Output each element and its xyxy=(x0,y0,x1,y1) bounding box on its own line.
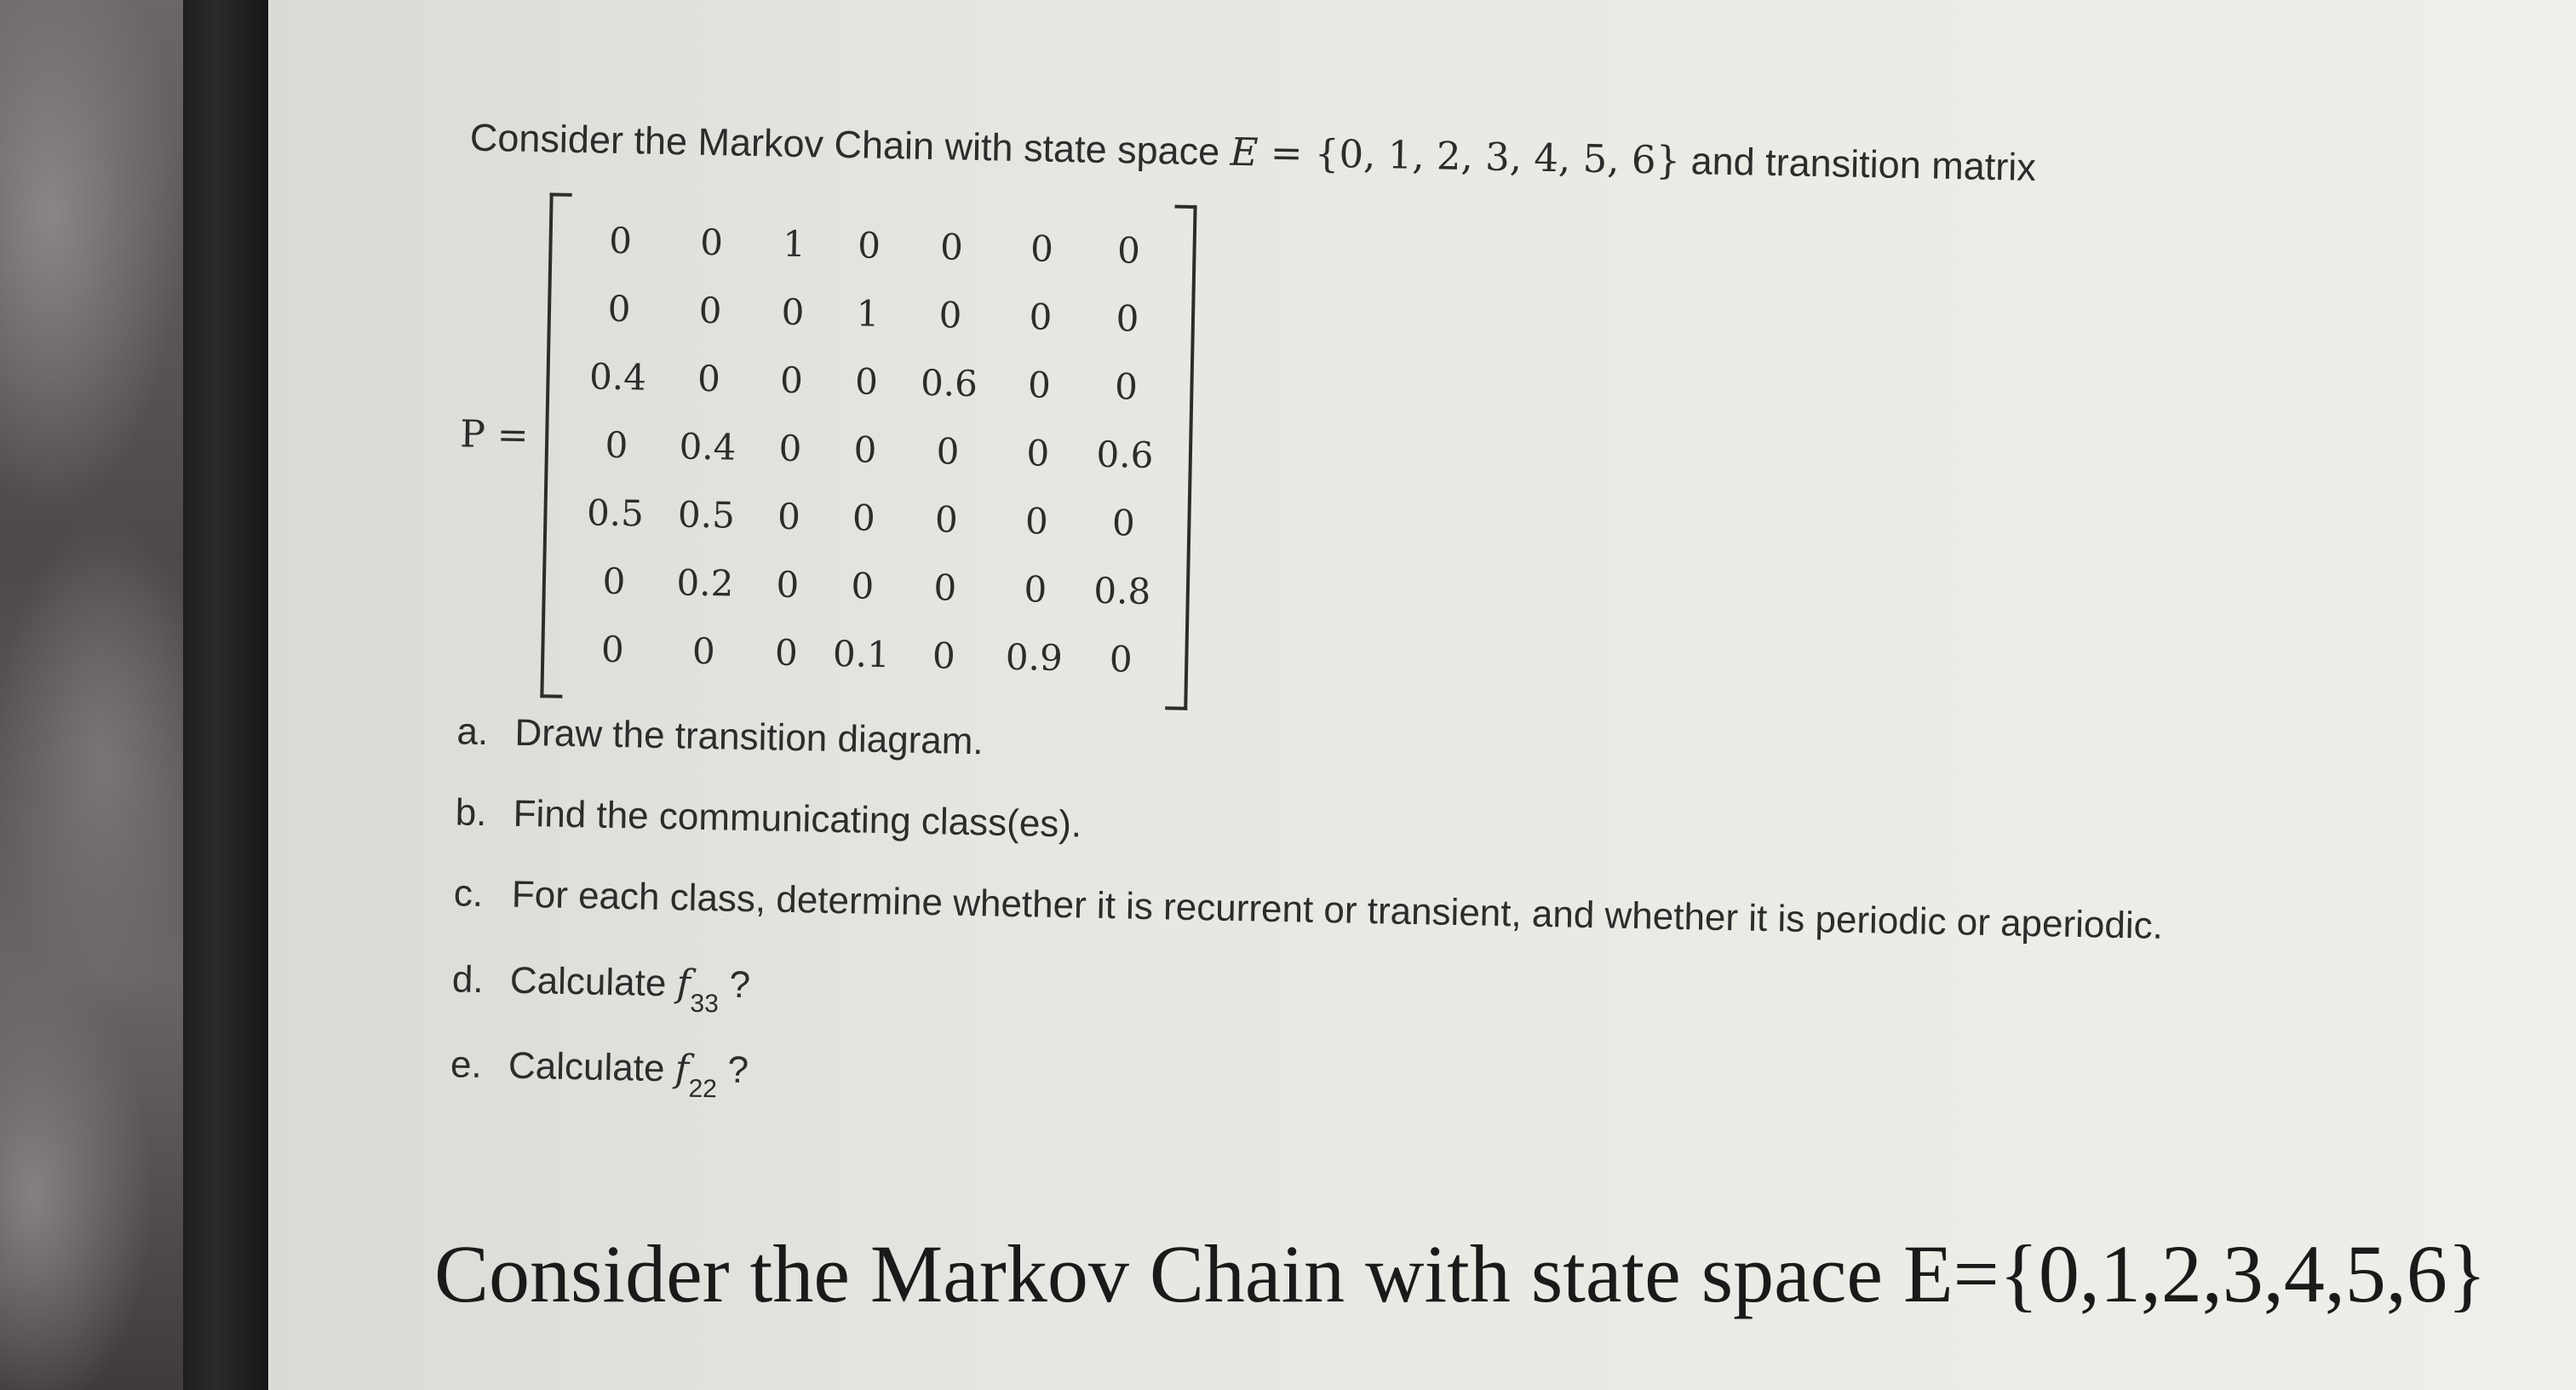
question-item xyxy=(456,710,984,763)
matrix-cell: 0 xyxy=(938,293,962,336)
matrix-cell: 0 xyxy=(1116,296,1139,340)
matrix-label: P = xyxy=(459,412,530,457)
monitor-screen xyxy=(268,0,2576,1390)
matrix-cell: 0 xyxy=(853,428,877,471)
matrix-cell: 0 xyxy=(607,287,631,330)
intro-text-before: Consider the Markov Chain with state space xyxy=(469,115,1231,174)
matrix-cell: 0 xyxy=(697,357,721,399)
question-subscript: 33 xyxy=(690,989,720,1019)
matrix-cell: 0 xyxy=(1027,363,1052,406)
question-text: Draw the transition diagram. xyxy=(514,711,984,763)
question-suffix: ? xyxy=(718,963,751,1007)
matrix-grid xyxy=(566,205,1172,693)
state-space-set: {0, 1, 2, 3, 4, 5, 6} xyxy=(1314,130,1681,183)
question-item xyxy=(450,1042,749,1104)
matrix-cell: 0 xyxy=(852,496,876,539)
matrix-cell: 0.6 xyxy=(1096,433,1154,476)
matrix-cell: 0 xyxy=(936,429,960,473)
matrix-cell: 0 xyxy=(851,564,875,607)
matrix-cell: 0 xyxy=(933,566,957,609)
matrix-cell: 0 xyxy=(1024,567,1047,611)
question-suffix: ? xyxy=(716,1048,749,1092)
matrix-cell: 0 xyxy=(932,634,956,677)
problem-content xyxy=(268,0,2576,1390)
matrix-cell: 0.1 xyxy=(832,632,891,675)
footer-heading: Consider the Markov Chain with state space E={0,1,2,3,4,5,6} xyxy=(434,1228,2487,1319)
matrix-cell: 0.5 xyxy=(586,491,645,535)
intro-text-after: and transition matrix xyxy=(1679,138,2037,189)
matrix-cell: 0.4 xyxy=(679,424,737,468)
equals-sign: = xyxy=(1258,129,1316,176)
state-space-expression xyxy=(1230,129,1680,183)
matrix-cell: 0 xyxy=(608,219,633,261)
question-text: Find the communicating class(es). xyxy=(513,792,1082,846)
matrix-cell: 0.2 xyxy=(676,560,734,605)
matrix-cell: 0 xyxy=(602,560,626,602)
matrix-cell: 0 xyxy=(774,631,799,674)
question-subscript: 22 xyxy=(688,1074,718,1104)
matrix-cell: 0 xyxy=(1116,228,1141,272)
question-letter: c. xyxy=(453,872,484,916)
question-item xyxy=(453,872,2163,948)
question-text: Calculate xyxy=(508,1044,676,1090)
transition-matrix xyxy=(540,192,1196,703)
question-text: For each class, determine whether it is recurrent or transient, and whether it is periodic or aperiodic. xyxy=(511,873,2164,947)
matrix-cell: 0 xyxy=(1114,365,1139,408)
matrix-cell: 0 xyxy=(854,359,879,403)
matrix-cell: 0 xyxy=(857,223,881,267)
state-space-variable: E xyxy=(1230,129,1259,175)
matrix-cell: 0 xyxy=(699,221,724,263)
problem-intro xyxy=(469,115,2036,190)
matrix-cell: 0 xyxy=(781,290,805,333)
matrix-cell: 0 xyxy=(1024,499,1049,543)
question-item xyxy=(451,957,751,1019)
matrix-cell: 0 xyxy=(778,427,802,469)
matrix-cell: 1 xyxy=(782,222,806,265)
matrix-cell: 0 xyxy=(1029,295,1053,338)
matrix-cell: 0 xyxy=(1111,501,1136,544)
question-variable: f xyxy=(674,1047,690,1091)
fabric-background xyxy=(0,0,183,1390)
question-letter: d. xyxy=(451,958,485,1002)
matrix-cell: 0.8 xyxy=(1093,569,1151,612)
matrix-cell: 0.6 xyxy=(920,361,978,405)
matrix-cell: 0 xyxy=(779,359,804,401)
matrix-cell: 0 xyxy=(698,289,722,331)
matrix-cell: 1 xyxy=(856,291,880,335)
matrix-cell: 0 xyxy=(605,423,628,466)
matrix-cell: 0.4 xyxy=(588,354,647,399)
question-letter: b. xyxy=(455,791,487,835)
matrix-cell: 0 xyxy=(691,629,716,672)
question-text: Calculate xyxy=(509,959,678,1005)
question-variable: f xyxy=(676,962,691,1006)
matrix-cell: 0 xyxy=(777,495,801,537)
matrix-cell: 0.5 xyxy=(677,492,736,537)
matrix-cell: 0 xyxy=(776,563,800,606)
matrix-cell: 0 xyxy=(1026,431,1050,474)
matrix-cell: 0 xyxy=(1109,637,1133,681)
question-letter: e. xyxy=(450,1043,483,1087)
matrix-cell: 0 xyxy=(600,628,625,670)
matrix-cell: 0.9 xyxy=(1005,635,1064,679)
matrix-cell: 0 xyxy=(1030,227,1054,270)
question-item xyxy=(455,791,1081,846)
matrix-cell: 0 xyxy=(939,225,964,268)
question-letter: a. xyxy=(456,710,489,754)
matrix-cell: 0 xyxy=(934,497,959,541)
monitor-bezel xyxy=(183,0,268,1390)
